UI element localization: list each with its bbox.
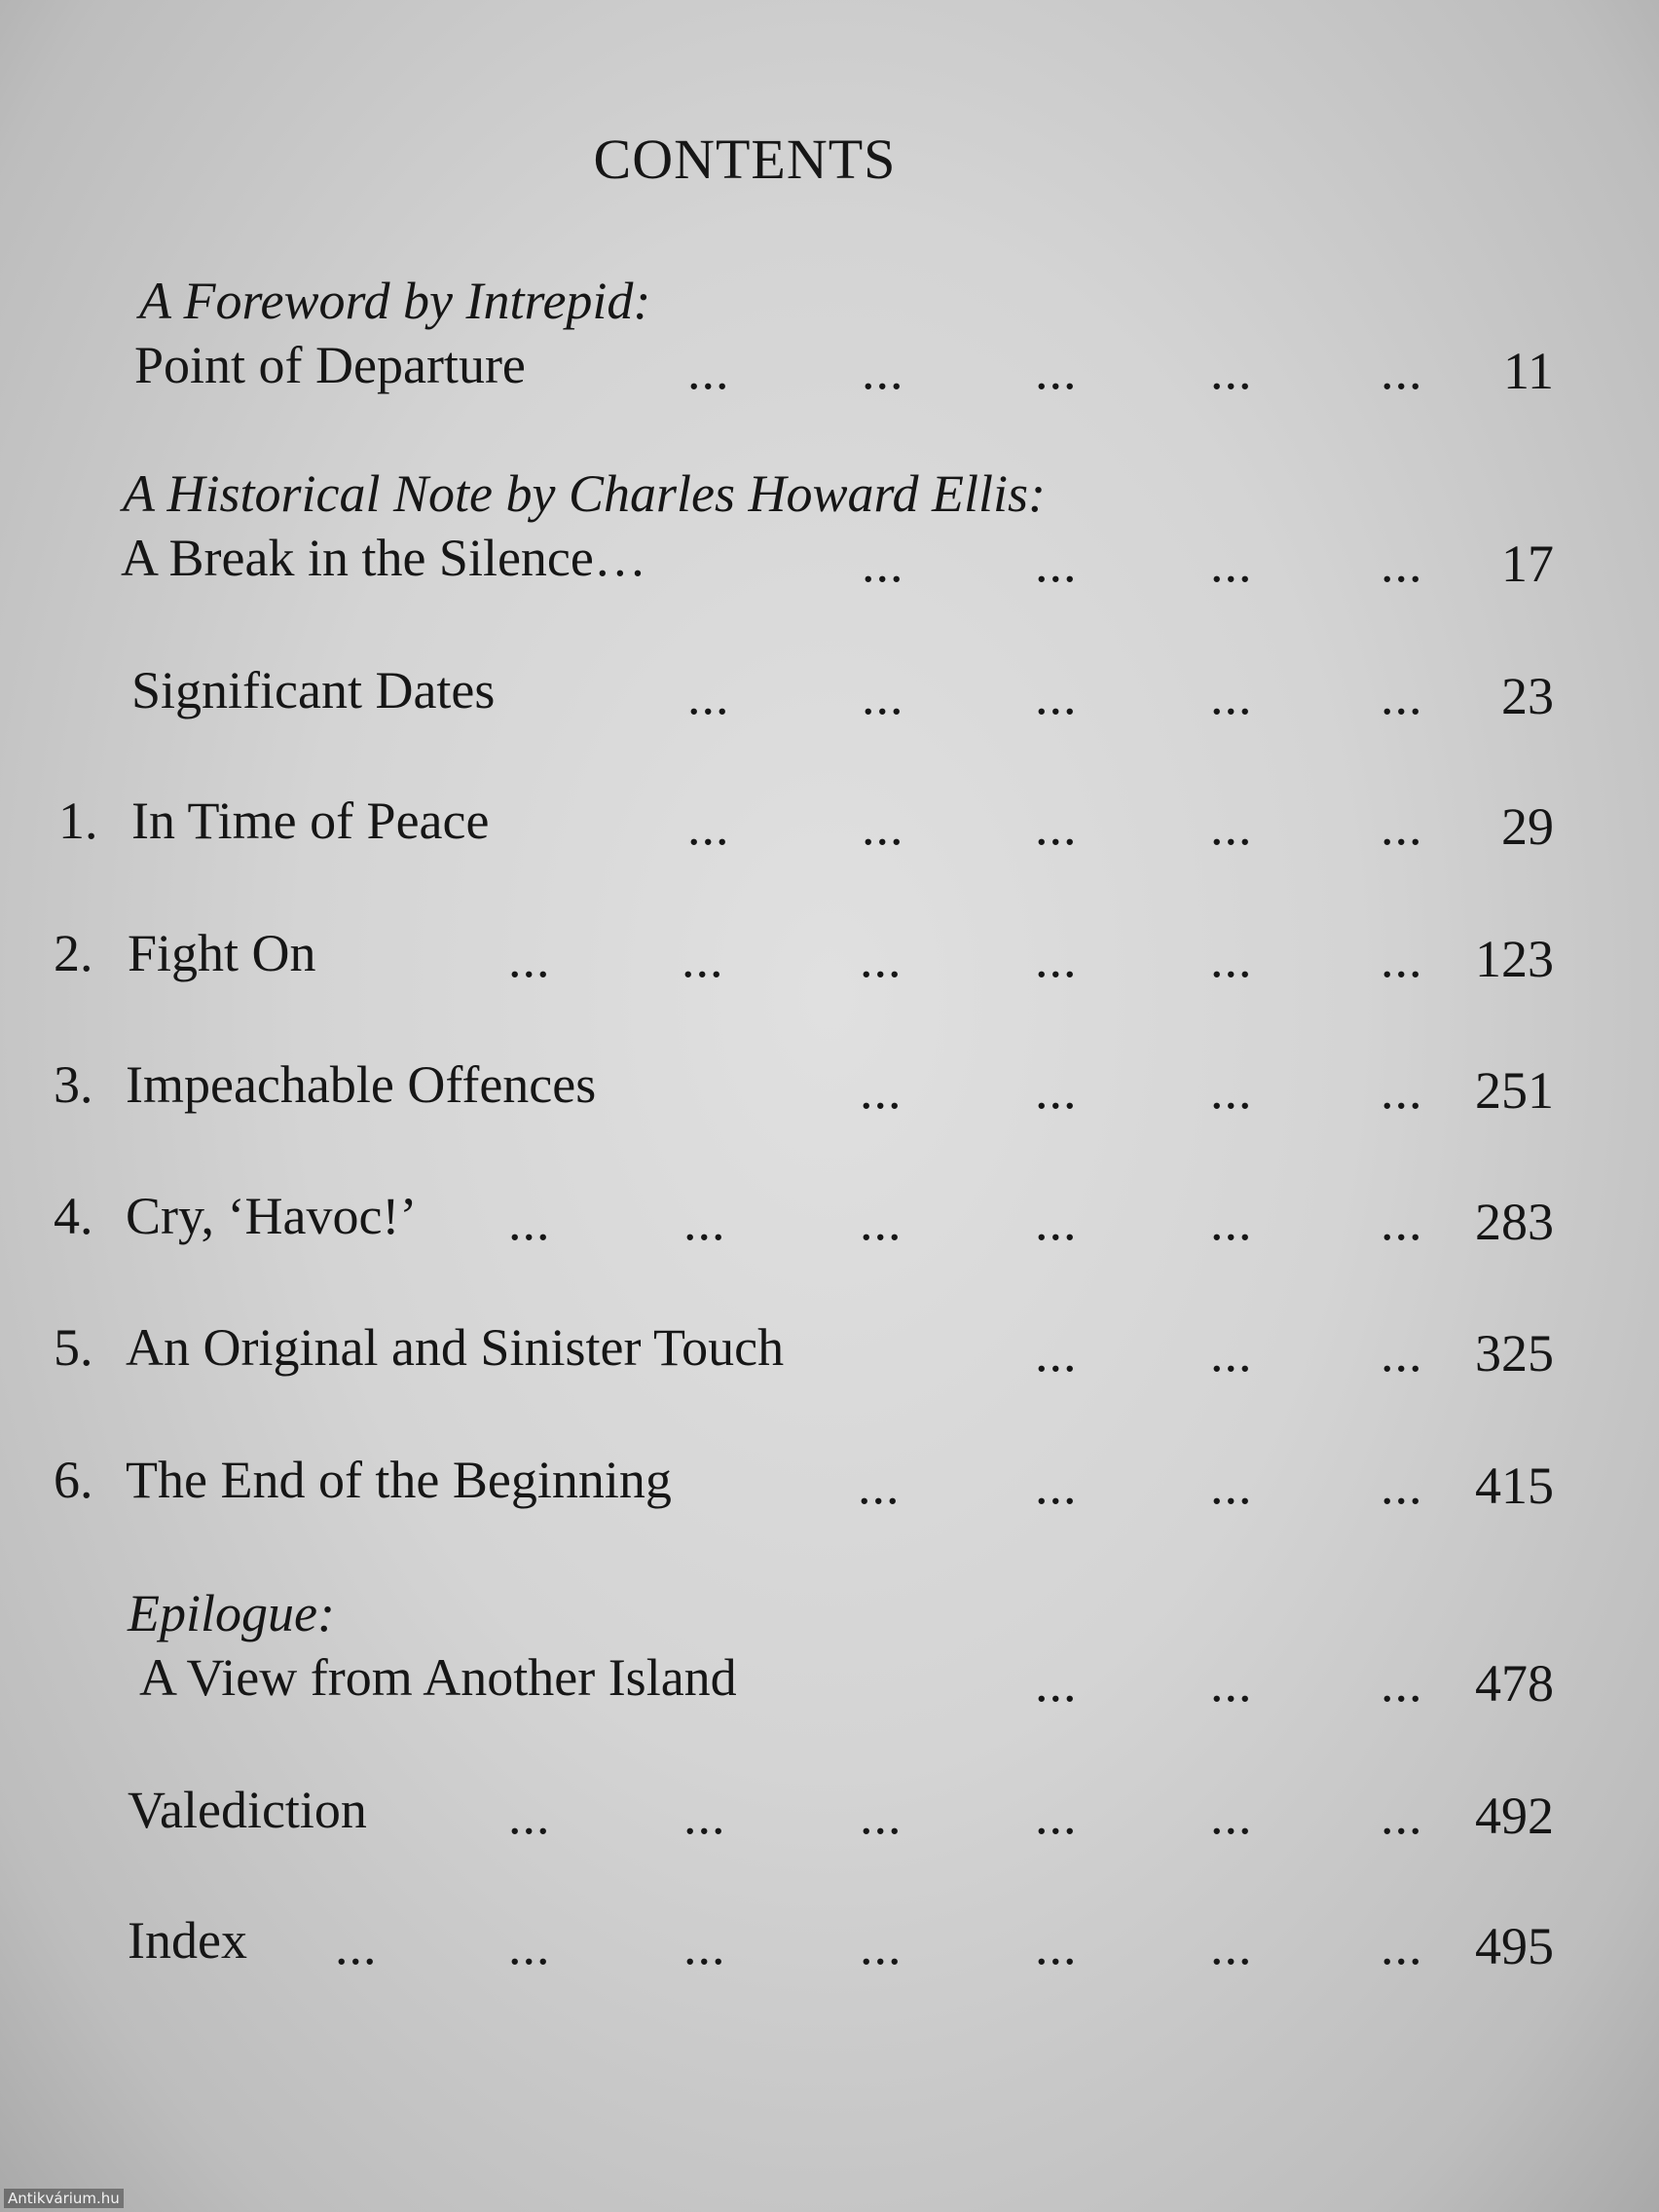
toc-leader-dots <box>0 667 1659 728</box>
leader-dots: ... <box>1210 535 1253 593</box>
toc-entry-title: An Original and Sinister Touch <box>126 1318 785 1377</box>
leader-dots: ... <box>1035 1654 1078 1713</box>
toc-entry-page: 123 <box>1475 930 1554 988</box>
leader-dots: ... <box>858 1456 901 1515</box>
leader-dots: ... <box>1210 1456 1253 1515</box>
leader-dots: ... <box>687 342 730 400</box>
leader-dots: ... <box>508 1787 551 1845</box>
leader-dots: ... <box>508 1193 551 1251</box>
leader-dots: ... <box>1035 1787 1078 1845</box>
toc-entry-number: 1. <box>58 792 98 850</box>
toc-entry-title: Impeachable Offences <box>126 1055 597 1114</box>
leader-dots: ... <box>1035 1324 1078 1382</box>
toc-entry-subtitle: Epilogue: <box>128 1584 335 1642</box>
toc-leader-dots <box>0 1193 1659 1254</box>
leader-dots: ... <box>1210 930 1253 988</box>
toc-entry-title: In Time of Peace <box>131 792 490 850</box>
toc-leader-dots <box>0 537 1659 596</box>
toc-entry-number: 4. <box>54 1187 93 1245</box>
toc-leader-dots <box>0 1789 1659 1848</box>
toc-leader-dots <box>0 1456 1659 1518</box>
leader-dots: ... <box>1210 1917 1253 1975</box>
leader-dots: ... <box>335 1917 378 1975</box>
leader-dots: ... <box>1035 1917 1078 1975</box>
leader-dots: ... <box>508 930 551 988</box>
toc-entry-number: 6. <box>54 1451 93 1509</box>
leader-dots: ... <box>1381 1787 1423 1845</box>
toc-leader-dots <box>0 1061 1659 1123</box>
toc-entry-title: Index <box>128 1911 247 1970</box>
leader-dots: ... <box>1035 797 1078 856</box>
watermark: Antikvárium.hu <box>4 2189 124 2208</box>
leader-dots: ... <box>508 1917 551 1975</box>
leader-dots: ... <box>687 797 730 856</box>
leader-dots: ... <box>1381 797 1423 856</box>
leader-dots: ... <box>1381 342 1423 400</box>
toc-entry-page: 325 <box>1475 1324 1554 1382</box>
leader-dots: ... <box>687 667 730 725</box>
toc-leader-dots <box>0 342 1659 403</box>
leader-dots: ... <box>862 535 904 593</box>
leader-dots: ... <box>1210 1061 1253 1120</box>
leader-dots: ... <box>1035 1061 1078 1120</box>
toc-entry-title: Significant Dates <box>131 661 496 719</box>
toc-entry-title: The End of the Beginning <box>126 1451 672 1509</box>
leader-dots: ... <box>1381 1324 1423 1382</box>
leader-dots: ... <box>1035 930 1078 988</box>
leader-dots: ... <box>1035 342 1078 400</box>
leader-dots: ... <box>1035 1193 1078 1251</box>
toc-entry-subtitle: A Foreword by Intrepid: <box>139 272 651 330</box>
toc-entry-page: 415 <box>1475 1456 1554 1515</box>
toc-leader-dots <box>0 1324 1659 1385</box>
toc-entry-subtitle: A Historical Note by Charles Howard Ellis: <box>123 464 1047 523</box>
leader-dots: ... <box>1381 930 1423 988</box>
leader-dots: ... <box>1381 667 1423 725</box>
toc-entry-page: 478 <box>1475 1654 1554 1713</box>
toc-entry-page: 11 <box>1503 342 1554 400</box>
toc-entry-page: 29 <box>1501 797 1554 856</box>
toc-entry-page: 251 <box>1475 1061 1554 1120</box>
leader-dots: ... <box>860 1917 903 1975</box>
leader-dots: ... <box>862 667 904 725</box>
leader-dots: ... <box>862 797 904 856</box>
toc-entry-page: 495 <box>1475 1917 1554 1975</box>
toc-entry-title: Cry, ‘Havoc!’ <box>126 1187 418 1245</box>
leader-dots: ... <box>1035 667 1078 725</box>
leader-dots: ... <box>1381 1193 1423 1251</box>
toc-entry-number: 5. <box>54 1318 93 1377</box>
toc-leader-dots <box>0 930 1659 991</box>
leader-dots: ... <box>860 1061 903 1120</box>
leader-dots: ... <box>683 1917 726 1975</box>
toc-entry-page: 17 <box>1501 535 1554 593</box>
leader-dots: ... <box>1210 1193 1253 1251</box>
leader-dots: ... <box>1381 1061 1423 1120</box>
leader-dots: ... <box>1035 1456 1078 1515</box>
leader-dots: ... <box>1210 667 1253 725</box>
toc-entry-title: Point of Departure <box>134 336 526 394</box>
toc-leader-dots <box>0 1654 1659 1715</box>
leader-dots: ... <box>1210 1787 1253 1845</box>
toc-entry-title: A Break in the Silence… <box>121 529 646 587</box>
toc-entry-page: 23 <box>1501 667 1554 725</box>
leader-dots: ... <box>683 1787 726 1845</box>
leader-dots: ... <box>1210 1324 1253 1382</box>
toc-entry-page: 283 <box>1475 1193 1554 1251</box>
leader-dots: ... <box>1210 1654 1253 1713</box>
leader-dots: ... <box>682 930 724 988</box>
leader-dots: ... <box>860 930 903 988</box>
leader-dots: ... <box>683 1193 726 1251</box>
leader-dots: ... <box>1035 535 1078 593</box>
toc-leader-dots <box>0 1917 1659 1978</box>
leader-dots: ... <box>1381 1456 1423 1515</box>
leader-dots: ... <box>862 342 904 400</box>
toc-entry-title: A View from Another Island <box>139 1648 737 1707</box>
leader-dots: ... <box>860 1787 903 1845</box>
toc-entry-title: Valediction <box>128 1781 367 1839</box>
contents-heading: CONTENTS <box>593 128 897 191</box>
leader-dots: ... <box>860 1193 903 1251</box>
toc-leader-dots <box>0 797 1659 859</box>
toc-entry-page: 492 <box>1475 1787 1554 1845</box>
leader-dots: ... <box>1381 1654 1423 1713</box>
leader-dots: ... <box>1210 797 1253 856</box>
toc-entry-title: Fight On <box>128 924 316 982</box>
toc-entry-number: 3. <box>54 1055 93 1114</box>
toc-entry-number: 2. <box>54 924 93 982</box>
leader-dots: ... <box>1381 535 1423 593</box>
leader-dots: ... <box>1210 342 1253 400</box>
leader-dots: ... <box>1381 1917 1423 1975</box>
